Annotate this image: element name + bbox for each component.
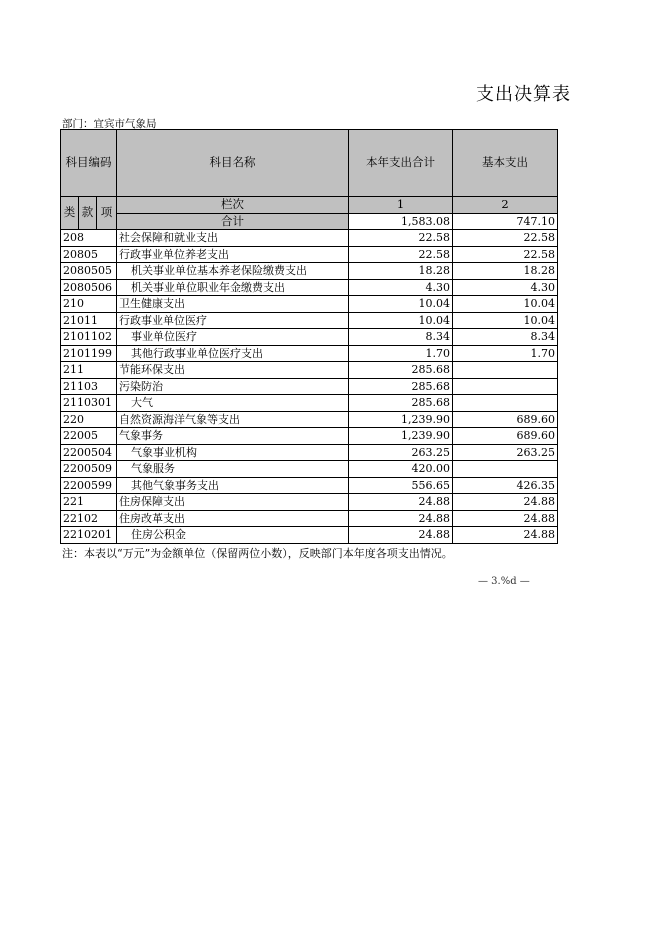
table-row <box>61 395 558 412</box>
subject-code: 2101102 <box>61 329 117 346</box>
subject-code: 21103 <box>61 378 117 395</box>
basic-expenditure: 1.70 <box>453 345 558 362</box>
table-row <box>61 362 558 379</box>
subject-code: 211 <box>61 362 117 379</box>
subject-name: 节能环保支出 <box>117 362 349 379</box>
subject-code: 22005 <box>61 428 117 445</box>
table-row <box>61 329 558 346</box>
table-row <box>61 312 558 329</box>
subject-name: 机关事业单位基本养老保险缴费支出 <box>117 263 349 280</box>
subject-code: 22102 <box>61 510 117 527</box>
subject-name: 行政事业单位养老支出 <box>117 246 349 263</box>
total-expenditure: 24.88 <box>349 510 453 527</box>
table-note: 注：本表以“万元”为金额单位（保留两位小数），反映部门本年度各项支出情况。 <box>62 547 453 560</box>
basic-expenditure: 10.04 <box>453 312 558 329</box>
subject-code: 210 <box>61 296 117 313</box>
sum-row <box>61 213 558 230</box>
table-row <box>61 263 558 280</box>
subject-name: 事业单位医疗 <box>117 329 349 346</box>
subject-name: 气象事务 <box>117 428 349 445</box>
expenditure-table <box>60 129 558 544</box>
total-header: 本年支出合计 <box>349 130 453 197</box>
table-row <box>61 230 558 247</box>
subject-name: 社会保障和就业支出 <box>117 230 349 247</box>
subject-name: 住房保障支出 <box>117 494 349 511</box>
basic-expenditure: 263.25 <box>453 444 558 461</box>
column-2-index: 2 <box>453 197 558 214</box>
subject-name: 气象事业机构 <box>117 444 349 461</box>
total-expenditure: 556.65 <box>349 477 453 494</box>
table-row <box>61 444 558 461</box>
subject-name: 行政事业单位医疗 <box>117 312 349 329</box>
total-expenditure: 1,239.90 <box>349 428 453 445</box>
subject-code: 2101199 <box>61 345 117 362</box>
basic-expenditure: 24.88 <box>453 510 558 527</box>
header-row <box>61 130 558 197</box>
column-order-label: 栏次 <box>117 197 349 214</box>
xiang-header: 项 <box>97 197 117 230</box>
subject-code: 2080506 <box>61 279 117 296</box>
table-row <box>61 510 558 527</box>
basic-expenditure: 10.04 <box>453 296 558 313</box>
basic-expenditure: 24.88 <box>453 494 558 511</box>
sum-label: 合计 <box>117 213 349 230</box>
subject-code: 21011 <box>61 312 117 329</box>
total-expenditure: 8.34 <box>349 329 453 346</box>
department-label: 部门：宜宾市气象局 <box>62 118 157 130</box>
subject-code: 2080505 <box>61 263 117 280</box>
subject-name: 自然资源海洋气象等支出 <box>117 411 349 428</box>
lei-header: 类 <box>61 197 79 230</box>
table-row <box>61 477 558 494</box>
total-expenditure: 285.68 <box>349 395 453 412</box>
table-row <box>61 279 558 296</box>
table-row <box>61 246 558 263</box>
subject-name: 其他气象事务支出 <box>117 477 349 494</box>
subject-code: 20805 <box>61 246 117 263</box>
basic-expenditure: 24.88 <box>453 527 558 544</box>
subject-code: 2200504 <box>61 444 117 461</box>
basic-expenditure: 22.58 <box>453 230 558 247</box>
sum-basic: 747.10 <box>453 213 558 230</box>
subject-name: 污染防治 <box>117 378 349 395</box>
basic-expenditure: 18.28 <box>453 263 558 280</box>
table-row <box>61 428 558 445</box>
basic-expenditure <box>453 362 558 379</box>
basic-expenditure <box>453 461 558 478</box>
subject-name: 其他行政事业单位医疗支出 <box>117 345 349 362</box>
table-row <box>61 378 558 395</box>
basic-expenditure: 689.60 <box>453 411 558 428</box>
column-1-index: 1 <box>349 197 453 214</box>
table-row <box>61 296 558 313</box>
subject-name: 住房改革支出 <box>117 510 349 527</box>
total-expenditure: 263.25 <box>349 444 453 461</box>
total-expenditure: 18.28 <box>349 263 453 280</box>
subject-name: 卫生健康支出 <box>117 296 349 313</box>
kuan-header: 款 <box>79 197 97 230</box>
subject-name: 气象服务 <box>117 461 349 478</box>
total-expenditure: 22.58 <box>349 246 453 263</box>
page-marker: — 3.%d — <box>478 576 530 587</box>
total-expenditure: 1,239.90 <box>349 411 453 428</box>
basic-expenditure: 8.34 <box>453 329 558 346</box>
subject-code: 2210201 <box>61 527 117 544</box>
table-row <box>61 527 558 544</box>
total-expenditure: 285.68 <box>349 362 453 379</box>
report-title: 支出决算表 <box>476 84 571 105</box>
total-expenditure: 10.04 <box>349 312 453 329</box>
subject-code: 221 <box>61 494 117 511</box>
table-row <box>61 411 558 428</box>
basic-expenditure: 689.60 <box>453 428 558 445</box>
subject-name: 住房公积金 <box>117 527 349 544</box>
name-header: 科目名称 <box>117 130 349 197</box>
basic-header: 基本支出 <box>453 130 558 197</box>
subject-code: 208 <box>61 230 117 247</box>
subject-code: 2110301 <box>61 395 117 412</box>
total-expenditure: 22.58 <box>349 230 453 247</box>
subject-code: 220 <box>61 411 117 428</box>
total-expenditure: 285.68 <box>349 378 453 395</box>
total-expenditure: 10.04 <box>349 296 453 313</box>
table-row <box>61 494 558 511</box>
table-row <box>61 345 558 362</box>
total-expenditure: 420.00 <box>349 461 453 478</box>
basic-expenditure <box>453 395 558 412</box>
subject-name: 大气 <box>117 395 349 412</box>
table-row <box>61 461 558 478</box>
sum-total: 1,583.08 <box>349 213 453 230</box>
subject-code: 2200599 <box>61 477 117 494</box>
total-expenditure: 4.30 <box>349 279 453 296</box>
basic-expenditure <box>453 378 558 395</box>
subject-code: 2200509 <box>61 461 117 478</box>
total-expenditure: 24.88 <box>349 494 453 511</box>
basic-expenditure: 22.58 <box>453 246 558 263</box>
total-expenditure: 24.88 <box>349 527 453 544</box>
basic-expenditure: 426.35 <box>453 477 558 494</box>
column-order-row <box>61 197 558 214</box>
total-expenditure: 1.70 <box>349 345 453 362</box>
code-header: 科目编码 <box>61 130 117 197</box>
basic-expenditure: 4.30 <box>453 279 558 296</box>
subject-name: 机关事业单位职业年金缴费支出 <box>117 279 349 296</box>
